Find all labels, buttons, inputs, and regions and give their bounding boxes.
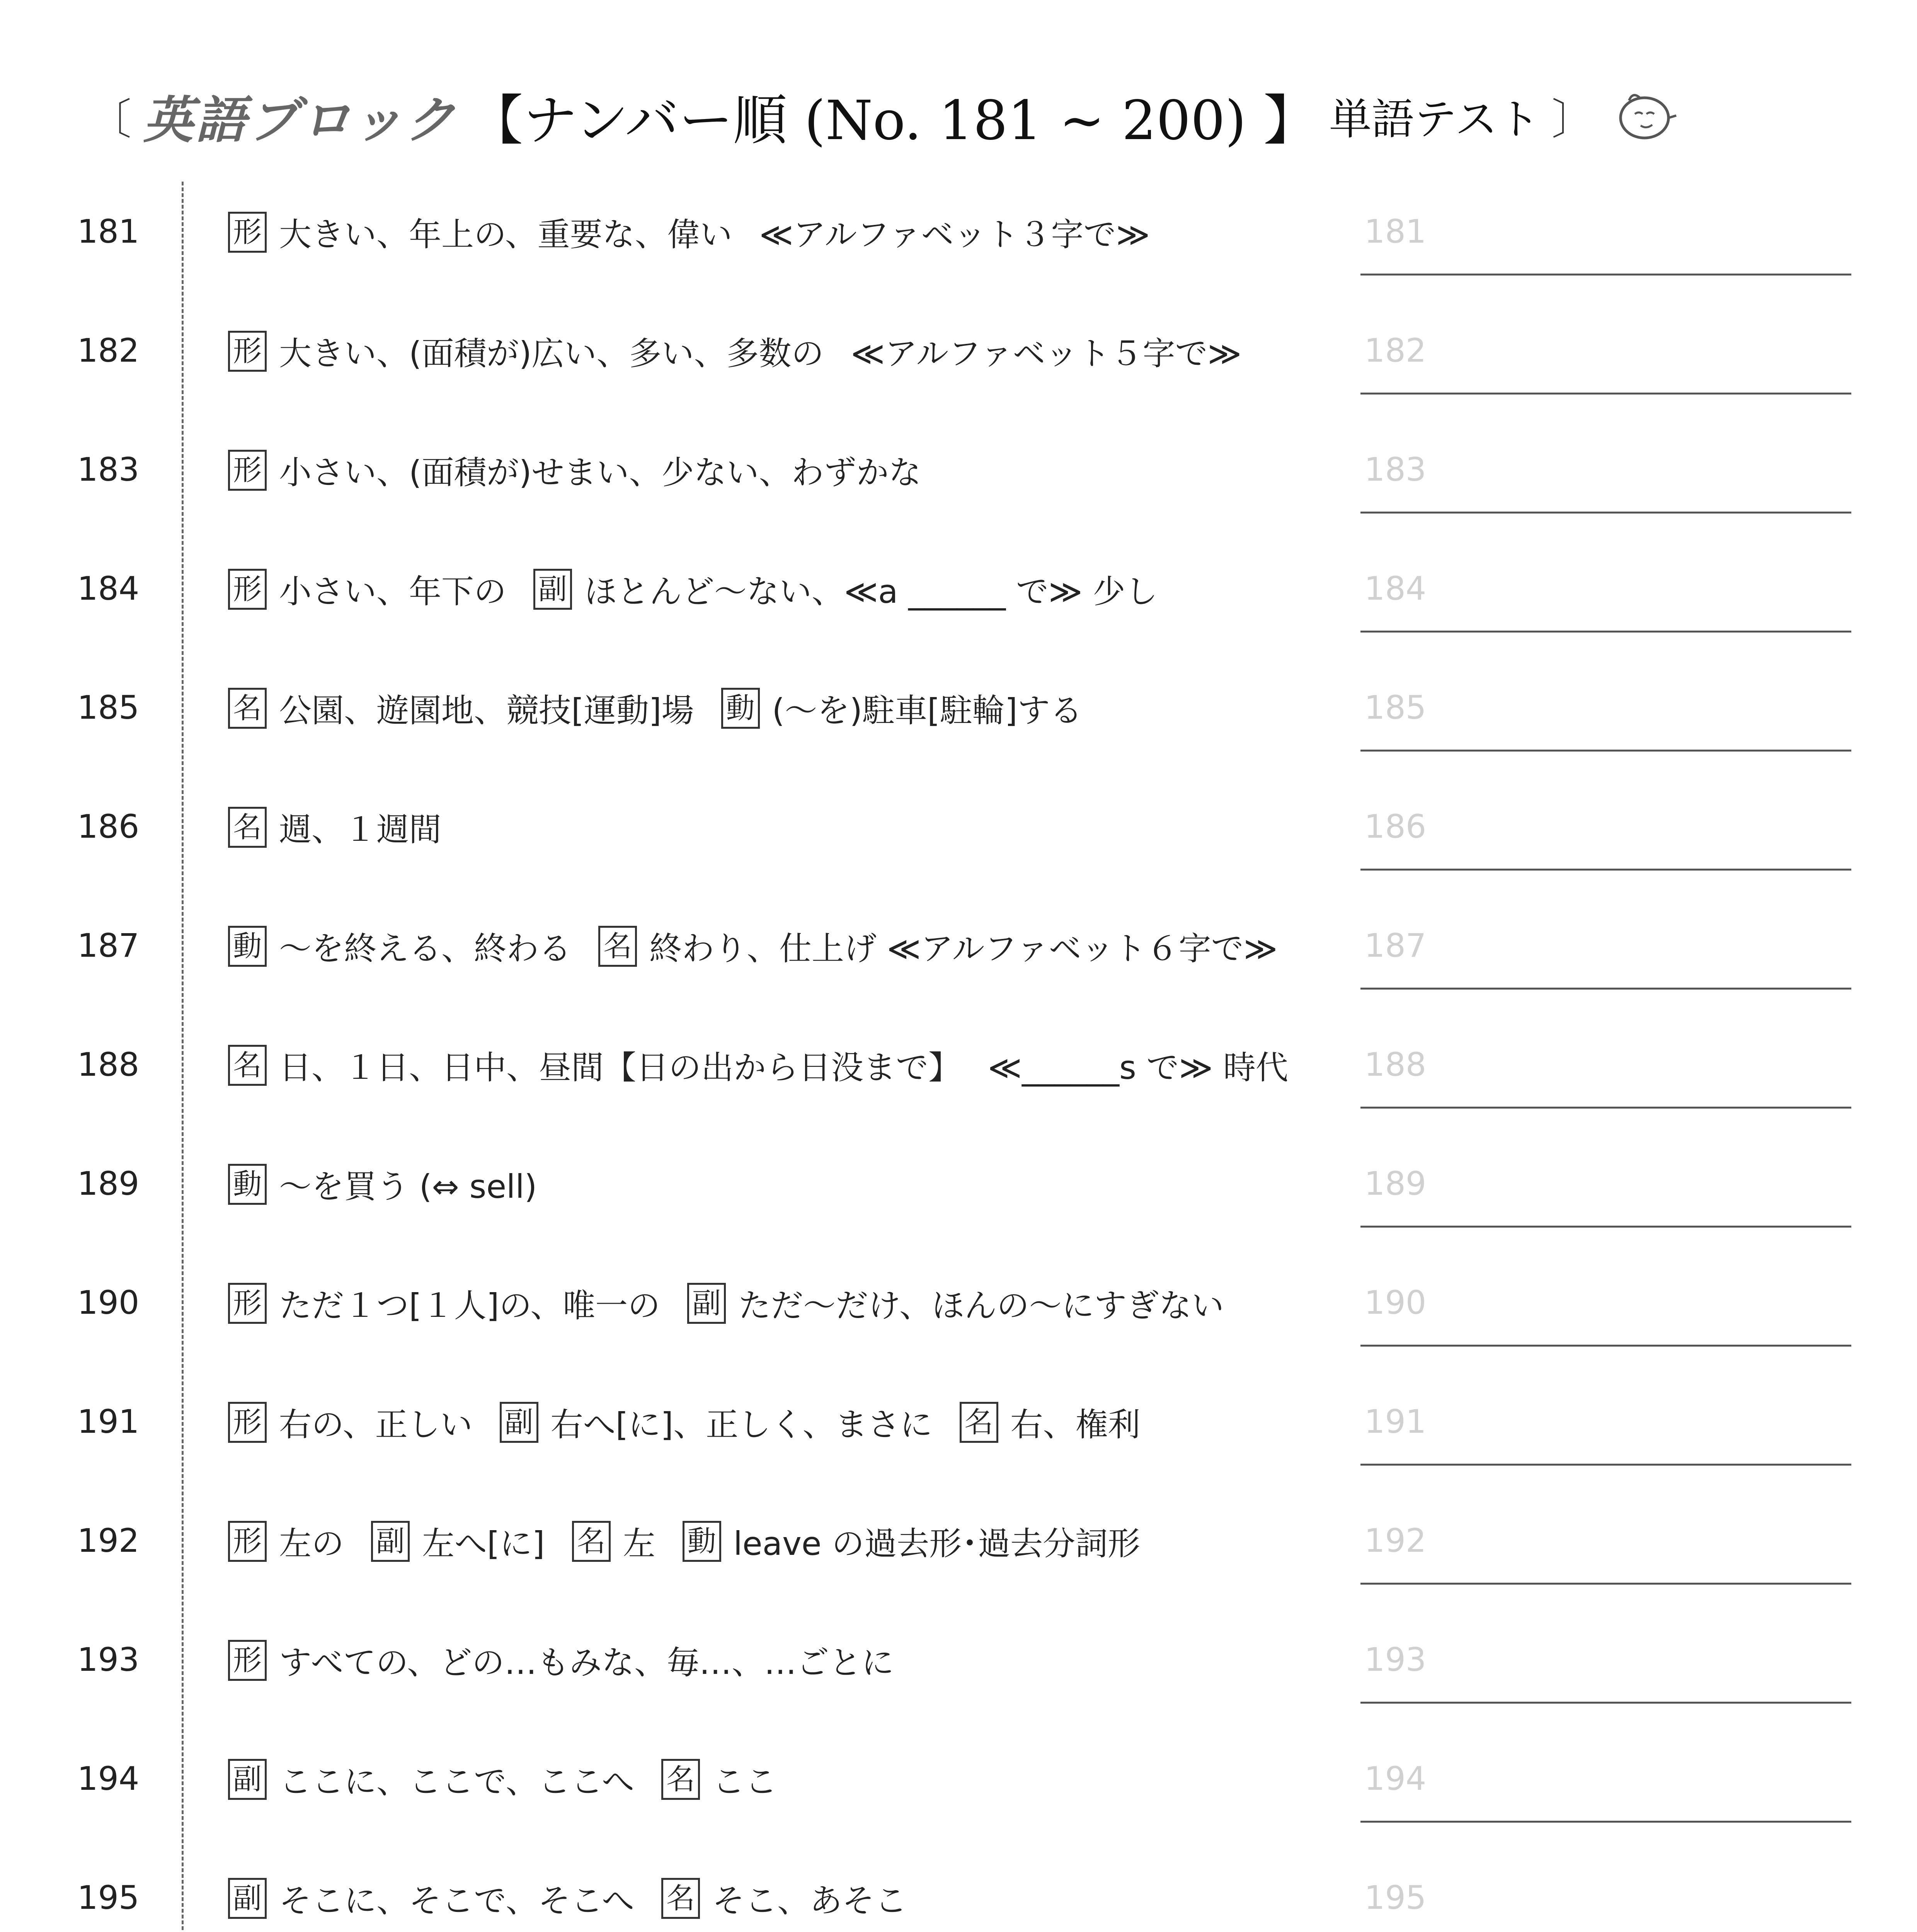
definition-text: (〜を)駐車[駐輪]する	[772, 692, 1083, 730]
page-title: 【ナンバー順 (No. 181 ~ 200) 】	[469, 89, 1318, 152]
definition	[228, 923, 1278, 969]
item-number: 187	[77, 927, 140, 964]
table-row	[0, 178, 1917, 297]
answer-line[interactable]	[1360, 631, 1851, 633]
part-of-speech-badge: 名	[661, 1759, 700, 1800]
definition-text: 大きい、年上の、重要な、偉い	[279, 216, 732, 253]
part-of-speech-badge: 形	[228, 450, 267, 491]
definition-text: ほとんど〜ない、≪a ______ で≫ 少し	[584, 573, 1158, 611]
mascot-icon	[1614, 87, 1679, 145]
part-of-speech-badge: 形	[228, 1402, 267, 1443]
item-number: 184	[77, 570, 140, 607]
table-row	[0, 1487, 1917, 1606]
definition-text: ≪アルファベット５字で≫	[851, 335, 1242, 372]
part-of-speech-badge: 形	[228, 212, 267, 253]
answer-line[interactable]	[1360, 1345, 1851, 1347]
definition-text: 〜を買う (⇔ sell)	[279, 1168, 537, 1206]
table-row	[0, 535, 1917, 654]
item-number: 191	[77, 1403, 140, 1440]
definition-text: そこに、そこで、そこへ	[279, 1882, 634, 1920]
definition	[228, 804, 441, 850]
answer-number: 190	[1364, 1284, 1427, 1321]
answer-line[interactable]	[1360, 1107, 1851, 1109]
definition-text: ここ	[712, 1763, 777, 1801]
item-number: 186	[77, 808, 140, 845]
part-of-speech-badge: 副	[228, 1759, 267, 1800]
definition-text: ただ１つ[１人]の、唯一の	[279, 1287, 661, 1325]
item-number: 181	[77, 213, 140, 250]
part-of-speech-badge: 動	[683, 1521, 721, 1562]
right-bracket: 〕	[1551, 95, 1594, 144]
part-of-speech-badge: 副	[533, 569, 572, 610]
part-of-speech-badge: 形	[228, 1521, 267, 1562]
table-row	[0, 654, 1917, 773]
definition-text: 〜を終える、終わる	[279, 930, 572, 968]
definition	[228, 1399, 1141, 1446]
part-of-speech-badge: 名	[661, 1878, 700, 1919]
definition-text: leave の過去形･過去分詞形	[733, 1525, 1141, 1563]
answer-number: 182	[1364, 332, 1427, 369]
part-of-speech-badge: 副	[687, 1283, 726, 1324]
table-row	[0, 1130, 1917, 1249]
item-number: 183	[77, 451, 140, 488]
answer-number: 194	[1364, 1760, 1427, 1798]
definition-text: 公園、遊園地、競技[運動]場	[279, 692, 694, 730]
definition-text: すべての、どの…もみな、毎…、…ごとに	[279, 1644, 894, 1682]
part-of-speech-badge: 副	[371, 1521, 410, 1562]
answer-line[interactable]	[1360, 512, 1851, 514]
table-row	[0, 773, 1917, 892]
answer-line[interactable]	[1360, 1702, 1851, 1704]
item-number: 188	[77, 1046, 140, 1083]
table-row	[0, 892, 1917, 1011]
definition-text: 小さい、年下の	[279, 573, 507, 611]
answer-number: 183	[1364, 451, 1427, 488]
definition-text: 右へ[に]、正しく、まさに	[550, 1406, 933, 1444]
answer-number: 181	[1364, 213, 1427, 250]
definition-text: そこ、あそこ	[712, 1882, 907, 1920]
item-number: 189	[77, 1165, 140, 1202]
definition-text: 右、権利	[1010, 1406, 1141, 1444]
answer-line[interactable]	[1360, 1226, 1851, 1228]
brand-logo: 英語ブロック	[143, 90, 458, 150]
part-of-speech-badge: 名	[598, 926, 637, 967]
part-of-speech-badge: 名	[228, 1045, 267, 1086]
table-row	[0, 1606, 1917, 1725]
table-row	[0, 416, 1917, 535]
answer-line[interactable]	[1360, 869, 1851, 871]
answer-number: 192	[1364, 1522, 1427, 1560]
answer-line[interactable]	[1360, 1464, 1851, 1466]
answer-number: 193	[1364, 1641, 1427, 1679]
part-of-speech-badge: 名	[228, 807, 267, 848]
table-row	[0, 297, 1917, 416]
definition-text: 左	[623, 1525, 655, 1563]
part-of-speech-badge: 動	[228, 1164, 267, 1205]
part-of-speech-badge: 名	[960, 1402, 998, 1443]
definition	[228, 209, 1150, 255]
part-of-speech-badge: 形	[228, 331, 267, 372]
table-row	[0, 1725, 1917, 1844]
answer-line[interactable]	[1360, 1821, 1851, 1823]
definition	[228, 1637, 894, 1684]
part-of-speech-badge: 名	[572, 1521, 611, 1562]
answer-number: 195	[1364, 1879, 1427, 1917]
part-of-speech-badge: 形	[228, 1283, 267, 1324]
answer-number: 187	[1364, 927, 1427, 964]
item-number: 194	[77, 1760, 140, 1798]
part-of-speech-badge: 形	[228, 569, 267, 610]
definition	[228, 1756, 777, 1803]
answer-line[interactable]	[1360, 988, 1851, 990]
part-of-speech-badge: 副	[228, 1878, 267, 1919]
definition-text: ≪______s で≫ 時代	[988, 1049, 1289, 1087]
definition	[228, 1280, 1224, 1327]
answer-number: 185	[1364, 689, 1427, 726]
definition-text: 右の、正しい	[279, 1406, 473, 1444]
definition	[228, 447, 921, 493]
definition-text: 日、１日、日中、昼間【日の出から日没まで】	[279, 1049, 961, 1087]
item-number: 182	[77, 332, 140, 369]
answer-number: 188	[1364, 1046, 1427, 1083]
answer-line[interactable]	[1360, 1583, 1851, 1585]
page-header	[77, 70, 1840, 162]
table-row	[0, 1249, 1917, 1368]
definition	[228, 1161, 537, 1208]
definition	[228, 1875, 907, 1922]
definition	[228, 685, 1083, 731]
part-of-speech-badge: 動	[721, 688, 760, 729]
item-number: 190	[77, 1284, 140, 1321]
item-number: 195	[77, 1879, 140, 1917]
part-of-speech-badge: 動	[228, 926, 267, 967]
answer-number: 191	[1364, 1403, 1427, 1440]
table-row	[0, 1844, 1917, 1932]
table-row	[0, 1011, 1917, 1130]
item-number: 185	[77, 689, 140, 726]
definition-text: ここに、ここで、ここへ	[279, 1763, 634, 1801]
answer-line[interactable]	[1360, 393, 1851, 395]
definition	[228, 328, 1241, 374]
left-bracket: 〔	[89, 95, 131, 144]
answer-number: 184	[1364, 570, 1427, 607]
definition-text: ただ〜だけ、ほんの〜にすぎない	[738, 1287, 1224, 1325]
part-of-speech-badge: 名	[228, 688, 267, 729]
table-row	[0, 1368, 1917, 1487]
answer-line[interactable]	[1360, 750, 1851, 752]
answer-number: 186	[1364, 808, 1427, 845]
definition-text: 左の	[279, 1525, 344, 1563]
definition-text: ≪アルファベット３字で≫	[759, 216, 1150, 253]
page-subtitle: 単語テスト	[1329, 95, 1540, 144]
definition-text: 左へ[に]	[422, 1525, 545, 1563]
definition-text: 週、１週間	[279, 811, 442, 849]
answer-number: 189	[1364, 1165, 1427, 1202]
definition	[228, 566, 1158, 612]
item-number: 192	[77, 1522, 140, 1560]
item-number: 193	[77, 1641, 140, 1679]
definition	[228, 1042, 1288, 1088]
part-of-speech-badge: 形	[228, 1640, 267, 1681]
part-of-speech-badge: 副	[500, 1402, 538, 1443]
definition-text: 小さい、(面積が)せまい、少ない、わずかな	[279, 454, 921, 492]
definition	[228, 1518, 1140, 1565]
definition-text: 大きい、(面積が)広い、多い、多数の	[279, 335, 824, 372]
definition-text: 終わり、仕上げ ≪アルファベット６字で≫	[649, 930, 1278, 968]
answer-line[interactable]	[1360, 274, 1851, 276]
